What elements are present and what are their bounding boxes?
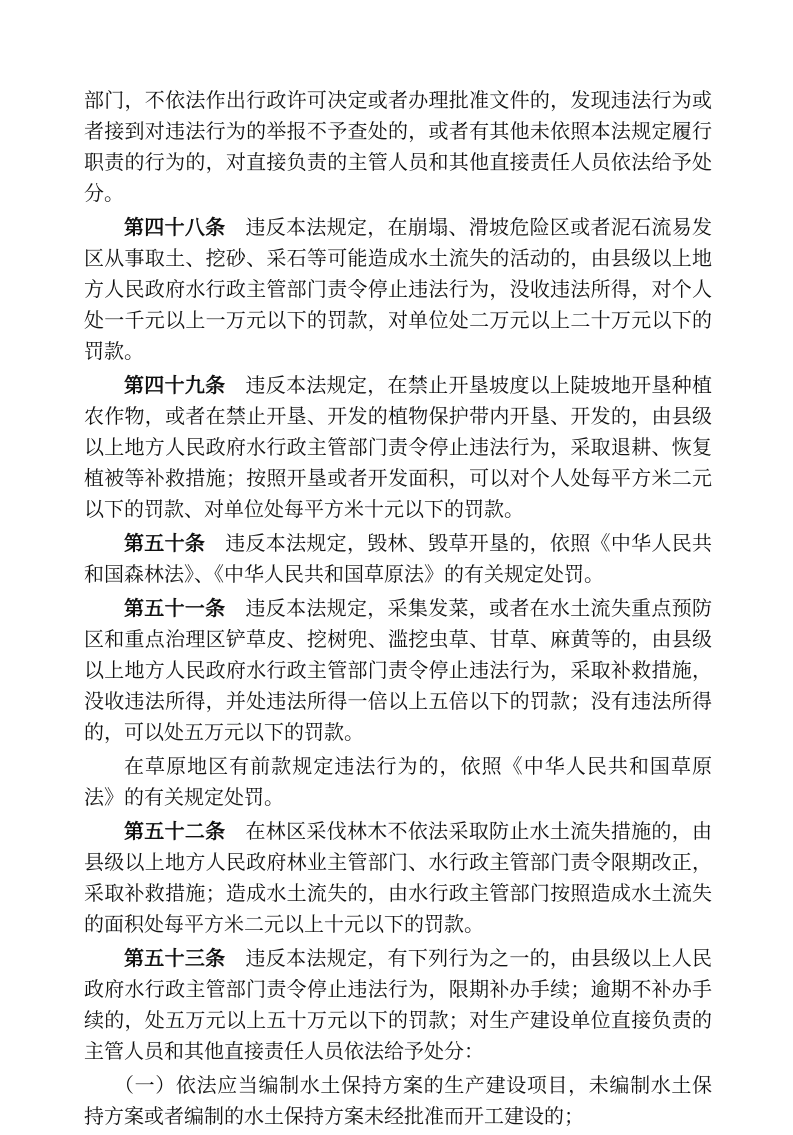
article-48	[84, 212, 712, 367]
article-heading: 第五十条	[124, 531, 206, 555]
article-49	[84, 370, 712, 525]
article-text: 违反本法规定，毁林、毁草开垦的，依照《中华人民共和国森林法》、《中华人民共和国草原法》的有关规定处罚。	[84, 531, 713, 586]
article-50	[84, 528, 712, 590]
article-heading: 第四十八条	[124, 215, 226, 239]
list-item-text: （一）依法应当编制水土保持方案的生产建设项目，未编制水土保持方案或者编制的水土保持方案未经批准而开工建设的；	[84, 1073, 712, 1128]
document-page	[84, 85, 712, 1135]
article-53	[84, 943, 712, 1067]
article-51-clause-2	[84, 751, 712, 813]
article-text: 在林区采伐林木不依法采取防止水土流失措施的，由县级以上地方人民政府林业主管部门、水行政主管部门责令限期改正，采取补救措施；造成水土流失的，由水行政主管部门按照造成水土流失的面积处每平方米二元以上十元以下的罚款。	[84, 819, 713, 936]
article-text: 违反本法规定，采集发菜，或者在水土流失重点预防区和重点治理区铲草皮、挖树兜、滥挖虫草、甘草、麻黄等的，由县级以上地方人民政府水行政主管部门责令停止违法行为，采取补救措施，没收违法所得，并处违法所得一倍以上五倍以下的罚款；没有违法所得的，可以处五万元以下的罚款。	[84, 596, 713, 744]
article-text: 违反本法规定，有下列行为之一的，由县级以上人民政府水行政主管部门责令停止违法行为，限期补办手续；逾期不补办手续的，处五万元以上五十万元以下的罚款；对生产建设单位直接负责的主管人员和其他直接责任人员依法给予处分：	[84, 946, 713, 1063]
article-heading: 第四十九条	[124, 373, 226, 397]
article-text: 违反本法规定，在崩塌、滑坡危险区或者泥石流易发区从事取土、挖砂、采石等可能造成水土流失的活动的，由县级以上地方人民政府水行政主管部门责令停止违法行为，没收违法所得，对个人处一千元以上一万元以下的罚款，对单位处二万元以上二十万元以下的罚款。	[84, 215, 713, 363]
article-51	[84, 593, 712, 748]
paragraph-text: 在草原地区有前款规定违法行为的，依照《中华人民共和国草原法》的有关规定处罚。	[84, 754, 712, 809]
article-text: 违反本法规定，在禁止开垦坡度以上陡坡地开垦种植农作物，或者在禁止开垦、开发的植物保护带内开垦、开发的，由县级以上地方人民政府水行政主管部门责令停止违法行为，采取退耕、恢复植被等补救措施；按照开垦或者开发面积，可以对个人处每平方米二元以下的罚款、对单位处每平方米十元以下的罚款。	[84, 373, 713, 521]
paragraph-continuation	[84, 85, 712, 209]
article-53-item-1	[84, 1070, 712, 1132]
article-heading: 第五十一条	[124, 596, 226, 620]
paragraph-text: 部门，不依法作出行政许可决定或者办理批准文件的，发现违法行为或者接到对违法行为的举报不予查处的，或者有其他未依照本法规定履行职责的行为的，对直接负责的主管人员和其他直接责任人员依法给予处分。	[84, 88, 712, 205]
article-52	[84, 816, 712, 940]
article-heading: 第五十二条	[124, 819, 226, 843]
article-heading: 第五十三条	[124, 946, 226, 970]
